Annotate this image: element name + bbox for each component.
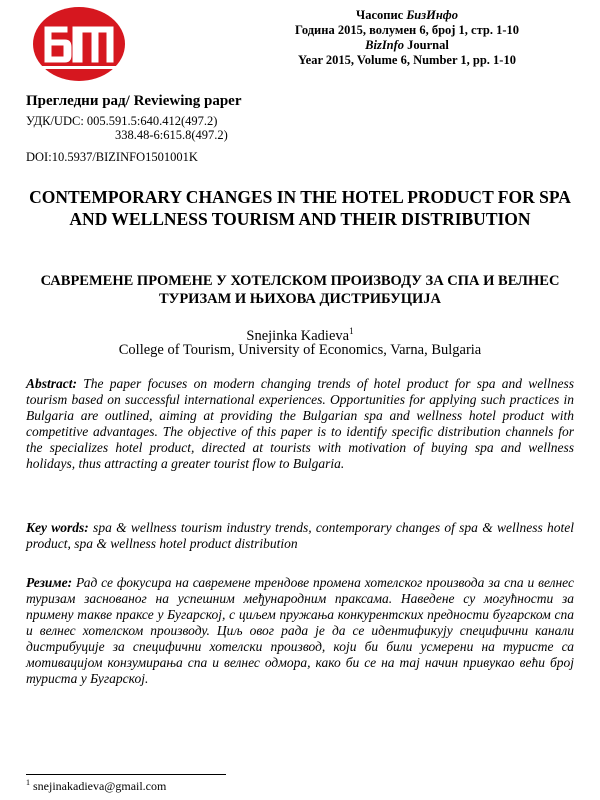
author-affiliation: College of Tourism, University of Economics, Varna, Bulgaria <box>118 342 482 358</box>
footnote-email[interactable]: snejinakadieva@gmail.com <box>30 779 167 793</box>
paper-title-serbian: САВРЕМЕНЕ ПРОМЕНЕ У ХОТЕЛСКОМ ПРОИЗВОДУ ЗА СПА И ВЕЛНЕС ТУРИЗАМ И ЊИХОВА ДИСТРИБУЦИЈА <box>40 273 560 307</box>
udc-line-2: 338.48-6:615.8(497.2) <box>115 128 228 142</box>
footnote-mark: 1 <box>26 778 30 787</box>
doi: DOI:10.5937/BIZINFO1501001K <box>26 150 198 164</box>
paper-title-english: CONTEMPORARY CHANGES IN THE HOTEL PRODUCT FOR SPA AND WELLNESS TOURISM AND THEIR DISTRIBUTION <box>29 187 571 229</box>
udc-classification <box>26 114 228 142</box>
keywords-label: Key words: <box>26 520 89 535</box>
journal-name-sr: Часопис <box>356 8 407 22</box>
keywords-text: spa & wellness tourism industry trends, contemporary changes of spa & wellness hotel product, spa & wellness hotel product distribution <box>26 520 574 551</box>
journal-volume-en: Year 2015, Volume 6, Number 1, pp. 1-10 <box>298 53 516 67</box>
rezime <box>26 575 574 687</box>
udc-line-1: УДК/UDC: 005.591.5:640.412(497.2) <box>26 114 218 128</box>
author-name: Snejinka Kadieva <box>246 327 350 344</box>
abstract-text: The paper focuses on modern changing trends of hotel product for spa and wellness tourism based on successful international experiences. Opportunities for applying such practices in Bulgaria are outlined, aiming at providing the Bulgarian spa and wellness hotel product with competitive advantages. The objective of this paper is to identify specific distribution channels for the specializes hotel product, directed at tourists with motivation of buying spa and wellness holidays, thus attracting a greater tourist flow to Bulgaria. <box>26 376 574 471</box>
abstract <box>26 376 574 472</box>
footnote-divider <box>26 774 226 775</box>
journal-name-en: Journal <box>404 38 449 52</box>
journal-volume-sr: Година 2015, волумен 6, број 1, стр. 1-10 <box>294 23 520 37</box>
journal-info <box>232 8 582 68</box>
journal-logo <box>32 6 126 82</box>
journal-name-sr-italic: БизИнфо <box>406 8 458 22</box>
footnote <box>26 778 166 794</box>
paper-type: Прегледни рад/ Reviewing paper <box>26 93 242 109</box>
keywords <box>26 520 574 552</box>
abstract-label: Abstract: <box>26 376 78 391</box>
rezime-text: Рад се фокусира на савремене трендове промена хотелског производа за спа и велнес туризам заснованог на успешним међународним праксама. Наведене су могућности за примену такве праксе у Бугарској, с циљем пружања конкурентских предности бугарском спа и велнес хотелском производу. Циљ овог рада је да се идентификују специфични канали дистрибуције за специфични хотелски производ, који би били усмерени на туристе са мотивацијом конзумирања спа и велнес одмора, како би се на тај начин привукао већи број туриста у Бугарској. <box>26 575 574 686</box>
journal-name-en-italic: BizInfo <box>365 38 405 52</box>
rezime-label: Резиме: <box>26 575 73 590</box>
author-footnote-mark: 1 <box>349 326 354 336</box>
